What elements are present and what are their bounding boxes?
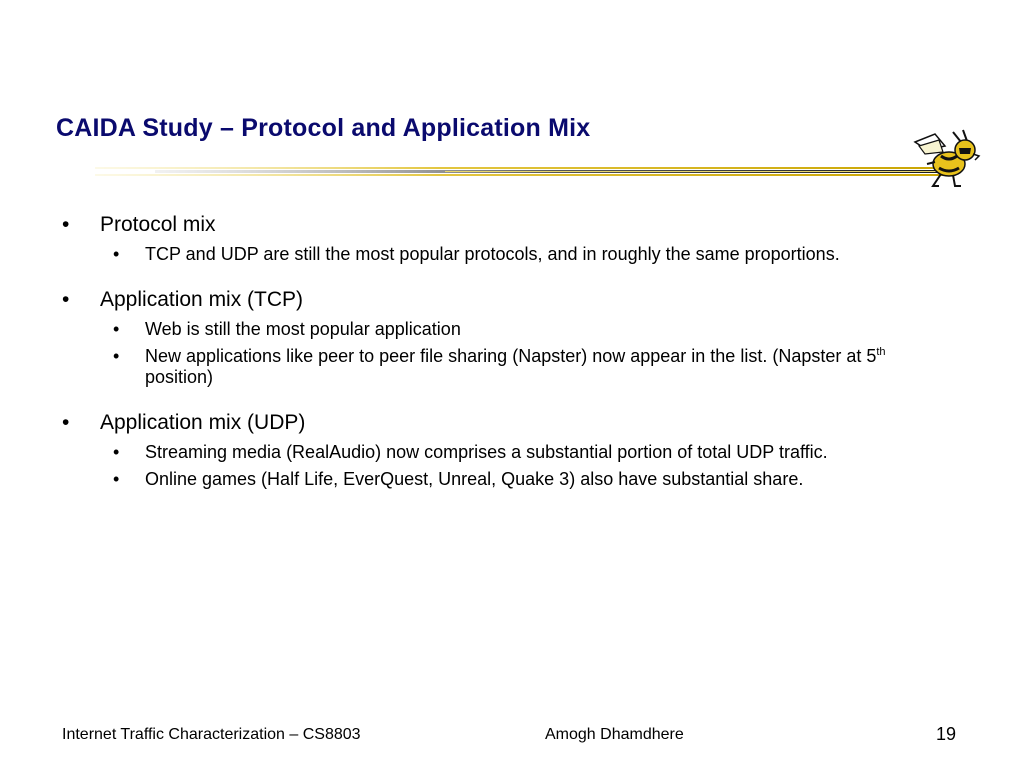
bullet-list	[62, 212, 962, 490]
sub-bullet-marker: •	[113, 469, 120, 489]
sub-bullet-online-games	[62, 469, 962, 490]
sub-bullet-text: TCP and UDP are still the most popular protocols, and in roughly the same proportions.	[145, 244, 840, 264]
sub-bullet-tcp-udp	[62, 244, 962, 265]
bullet-text: Protocol mix	[100, 213, 216, 236]
sub-bullet-text: Web is still the most popular application	[145, 319, 461, 339]
slide-title: CAIDA Study – Protocol and Application Mix	[56, 114, 591, 142]
sub-bullet-text-end: position)	[145, 367, 214, 387]
sub-bullet-text: Streaming media (RealAudio) now comprises a substantial portion of total UDP traffic.	[145, 442, 828, 462]
bullet-application-mix-tcp	[62, 287, 962, 313]
footer-author: Amogh Dhamdhere	[545, 726, 684, 743]
sub-bullet-marker: •	[113, 442, 120, 462]
sub-bullet-marker: •	[113, 244, 120, 264]
superscript-th: th	[876, 346, 886, 358]
sub-bullet-napster	[62, 346, 962, 388]
bullet-text: Application mix (UDP)	[100, 411, 306, 434]
sub-bullet-text: New applications like peer to peer file sharing (Napster) now appear in the list. (Napster at 5	[145, 346, 877, 366]
sub-bullet-marker: •	[113, 346, 120, 366]
page-number: 19	[936, 724, 957, 744]
bullet-marker: •	[62, 213, 70, 236]
bullet-marker: •	[62, 288, 70, 311]
yellow-jacket-bee-icon	[905, 128, 985, 190]
bullet-marker: •	[62, 411, 70, 434]
bullet-text: Application mix (TCP)	[100, 288, 304, 311]
footer-course: Internet Traffic Characterization – CS8803	[62, 726, 361, 743]
sub-bullet-web	[62, 319, 962, 340]
sub-bullet-marker: •	[113, 319, 120, 339]
sub-bullet-streaming-media	[62, 442, 962, 463]
bullet-protocol-mix	[62, 212, 962, 238]
sub-bullet-text: Online games (Half Life, EverQuest, Unreal, Quake 3) also have substantial share.	[145, 469, 804, 489]
title-underline-rule	[95, 166, 955, 178]
bullet-application-mix-udp	[62, 410, 962, 436]
